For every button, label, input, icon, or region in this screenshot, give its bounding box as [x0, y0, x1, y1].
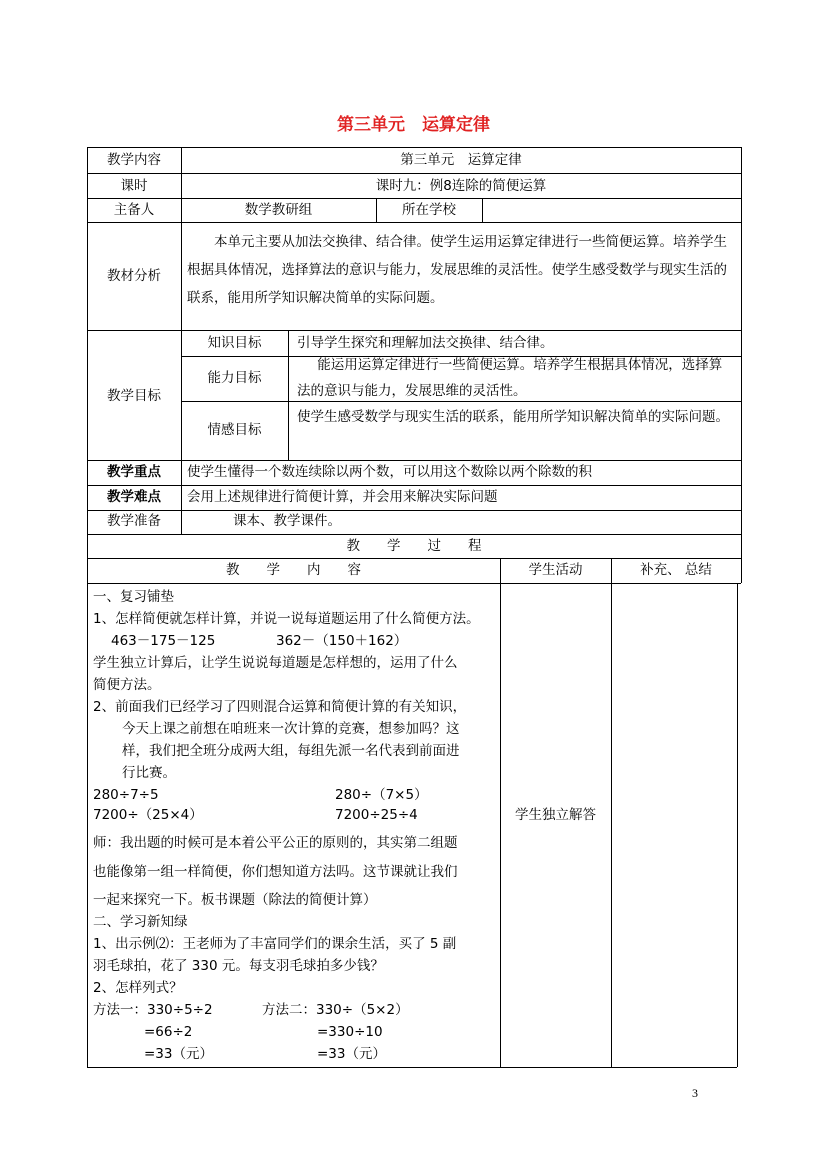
content-line: 463－175－125	[111, 633, 216, 649]
knowledge-goal-text: 引导学生探究和理解加法交换律、结合律。	[297, 335, 554, 351]
key-point-text: 使学生懂得一个数连续除以两个数，可以用这个数除以两个除数的积	[187, 464, 592, 480]
content-line: 师：我出题的时候可是本着公平公正的原则的，其实第二组题	[93, 835, 458, 851]
ability-goal-label: 能力目标	[207, 370, 262, 386]
planner-value: 数学教研组	[244, 202, 313, 218]
planner-label: 主备人	[113, 202, 155, 218]
content-line: 今天上课之前想在咱班来一次计算的竞赛，想参加吗？这	[122, 721, 460, 737]
content-line: 方法二：330÷（5×2）	[262, 1002, 409, 1018]
content-line: 280÷7÷5	[93, 787, 159, 803]
content-line: 方法一：330÷5÷2	[93, 1002, 213, 1018]
content-line: 一、复习铺垫	[93, 589, 174, 605]
content-line: 一起来探究一下。板书课题（除法的简便计算）	[93, 892, 377, 908]
content-line: 2、前面我们已经学习了四则混合运算和简便计算的有关知识，	[93, 699, 467, 715]
content-line: 280÷（7×5）	[335, 787, 428, 803]
content-line: 行比赛。	[122, 765, 176, 781]
difficulty-text: 会用上述规律进行简便计算，并会用来解决实际问题	[187, 489, 498, 505]
content-line: =66÷2	[144, 1024, 193, 1040]
content-line: 1、怎样简便就怎样计算，并说一说每道题运用了什么简便方法。	[93, 611, 480, 627]
content-line: 1、出示例⑵：王老师为了丰富同学们的课余生活，买了 5 副	[93, 936, 457, 952]
emotion-goal-text: 使学生感受数学与现实生活的联系，能用所学知识解决简单的实际问题。	[297, 409, 729, 425]
process-heading: 教 学 过 程	[346, 538, 482, 554]
content-line: 学生独立计算后，让学生说说每道题是怎样想的，运用了什么	[93, 655, 458, 671]
content-line: =33（元）	[144, 1046, 213, 1062]
analysis-text: 本单元主要从加法交换律、结合律。使学生运用运算定律进行一些简便运算。培养学生根据具体情况，选择算法的意识与能力，发展思维的灵活性。使学生感受数学与现实生活的联系，能用所学知识解决简单的实际问题。	[187, 234, 727, 306]
content-line: 7200÷（25×4）	[93, 807, 203, 823]
lesson-value: 课时九：例8连除的简便运算	[375, 178, 547, 194]
content-line: 羽毛球拍，花了 330 元。每支羽毛球拍多少钱？	[93, 958, 384, 974]
emotion-goal-label: 情感目标	[207, 422, 262, 438]
content-line: 简便方法。	[93, 677, 161, 693]
goals-label: 教学目标	[107, 388, 161, 404]
content-line: 也能像第一组一样简便，你们想知道方法吗。这节课就让我们	[93, 864, 458, 880]
process-col-activity: 学生活动	[528, 562, 583, 578]
content-line: 样，我们把全班分成两大组，每组先派一名代表到前面进	[122, 743, 460, 759]
content-line: =330÷10	[317, 1024, 383, 1040]
key-point-label: 教学重点	[107, 464, 161, 480]
content-value: 第三单元 运算定律	[400, 152, 522, 168]
content-label: 教学内容	[107, 152, 161, 168]
preparation-text: 课本、教学课件。	[233, 513, 341, 529]
content-line: =33（元）	[317, 1046, 386, 1062]
document-title: 第三单元 运算定律	[337, 115, 490, 135]
difficulty-label: 教学难点	[107, 489, 161, 505]
content-line: 362－（150＋162）	[276, 633, 408, 649]
preparation-label: 教学准备	[107, 513, 161, 529]
process-col-summary: 补充、 总结	[640, 562, 712, 578]
knowledge-goal-label: 知识目标	[207, 335, 262, 351]
school-label: 所在学校	[402, 202, 456, 218]
student-activity: 学生独立解答	[515, 807, 596, 823]
lesson-label: 课时	[120, 178, 148, 194]
ability-goal-text: 能运用运算定律进行一些简便运算。培养学生根据具体情况，选择算法的意识与能力，发展思维的灵活性。	[297, 357, 723, 399]
content-line: 7200÷25÷4	[335, 807, 418, 823]
content-line: 2、怎样列式？	[93, 980, 183, 996]
page-number: 3	[692, 1086, 698, 1100]
content-line: 二、学习新知绿	[93, 914, 188, 930]
analysis-label: 教材分析	[107, 268, 161, 284]
process-col-content: 教 学 内 容	[226, 562, 361, 578]
